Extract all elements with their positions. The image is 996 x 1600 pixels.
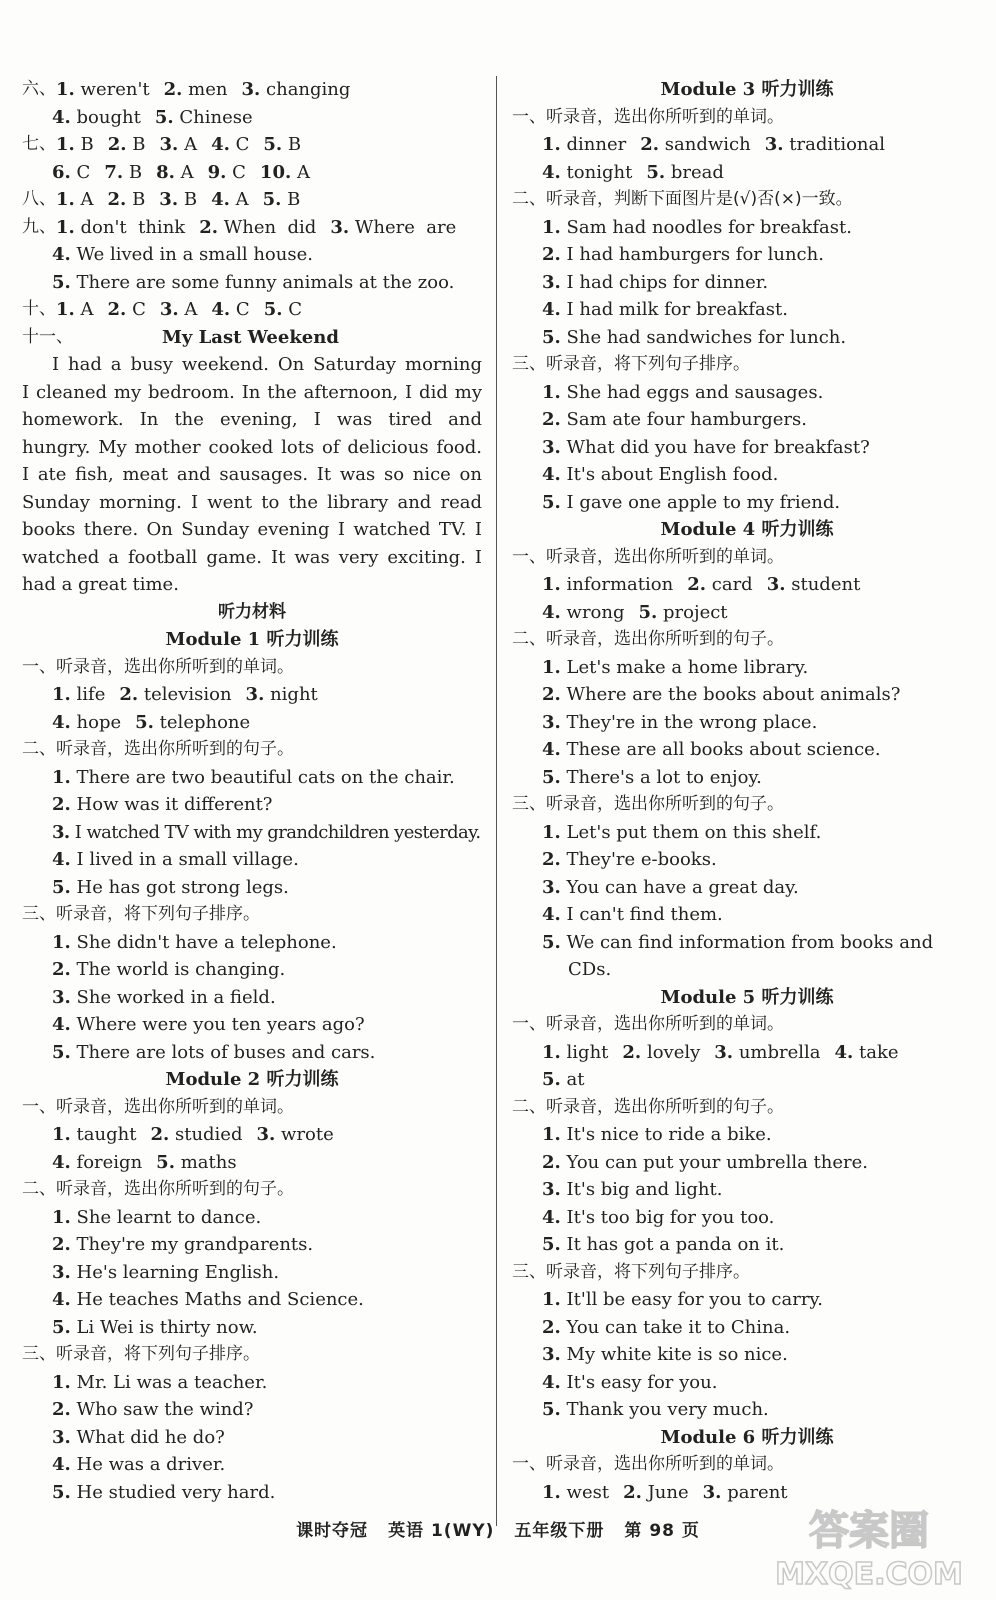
module-4-order-sentence: 3. You can have a great day. bbox=[542, 876, 799, 898]
module-5-section-1: 一、听录音，选出你所听到的单词。 bbox=[512, 1014, 784, 1034]
module-1-sentence: 2. How was it different? bbox=[52, 794, 273, 815]
module-1-order-sentence: 3. She worked in a field. bbox=[52, 986, 276, 1008]
section-9-line-2: 4. We lived in a small house. bbox=[52, 244, 313, 265]
module-3-sentence: 5. She had sandwiches for lunch. bbox=[542, 326, 847, 348]
section-9-line-1: 九、 1. don't think 2. When did 3. Where are bbox=[22, 216, 457, 238]
module-5-order-sentence: 5. Thank you very much. bbox=[542, 1399, 769, 1420]
module-1-order-sentence: 2. The world is changing. bbox=[52, 959, 286, 980]
module-2-order-sentence: 5. He studied very hard. bbox=[52, 1481, 276, 1503]
module-3-words-row-1: 1. dinner 2. sandwich 3. traditional bbox=[542, 134, 886, 155]
module-3-sentence: 4. I had milk for breakfast. bbox=[542, 299, 788, 320]
section-7-line-1: 七、 1. B 2. B 3. A 4. C 5. B bbox=[22, 134, 302, 155]
module-4-section-2: 二、听录音，选出你所听到的句子。 bbox=[512, 629, 784, 649]
module-5-order-sentence: 4. It's easy for you. bbox=[542, 1371, 718, 1393]
section-8-line: 八、 1. A 2. B 3. B 4. A 5. B bbox=[22, 189, 301, 210]
module-2-sentence: 3. He's learning English. bbox=[52, 1261, 280, 1283]
module-1-words-row-2: 4. hope 5. telephone bbox=[52, 711, 251, 733]
module-2-section-1: 一、听录音，选出你所听到的单词。 bbox=[22, 1096, 294, 1117]
module-1-section-1: 一、听录音，选出你所听到的单词。 bbox=[22, 656, 294, 677]
module-5-sentence: 1. It's nice to ride a bike. bbox=[542, 1124, 772, 1145]
module-3-order-sentence: 1. She had eggs and sausages. bbox=[542, 381, 824, 403]
module-4-order-sentence: 4. I can't find them. bbox=[542, 904, 723, 925]
module-4-sentence: 5. There's a lot to enjoy. bbox=[542, 766, 762, 788]
module-4-order-sentence-cont: CDs. bbox=[568, 959, 612, 980]
module-2-order-sentence: 4. He was a driver. bbox=[52, 1454, 226, 1475]
module-2-words-row-1: 1. taught 2. studied 3. wrote bbox=[52, 1124, 334, 1145]
module-1-sentence: 1. There are two beautiful cats on the chair. bbox=[52, 766, 455, 788]
essay-line: homework. In the evening, I was tired and bbox=[22, 409, 482, 430]
module-6-title: Module 6 听力训练 bbox=[660, 1426, 834, 1448]
module-4-section-1: 一、听录音，选出你所听到的单词。 bbox=[512, 546, 784, 567]
module-3-title: Module 3 听力训练 bbox=[660, 79, 834, 100]
module-1-title: Module 1 听力训练 bbox=[165, 629, 339, 650]
watermark-line-2: MXQE.COM bbox=[775, 1557, 963, 1592]
module-4-sentence: 2. Where are the books about animals? bbox=[542, 684, 901, 705]
module-3-words-row-2: 4. tonight 5. bread bbox=[542, 161, 724, 183]
section-7-line-2: 6. C 7. B 8. A 9. C 10. A bbox=[52, 161, 310, 183]
module-2-section-3: 三、听录音，将下列句子排序。 bbox=[22, 1344, 260, 1364]
module-5-words-row-2: 5. at bbox=[542, 1069, 585, 1090]
module-5-sentence: 2. You can put your umbrella there. bbox=[542, 1151, 868, 1173]
essay-line: hungry. My mother cooked lots of delicious food. bbox=[22, 436, 482, 458]
watermark-line-1: 答案圈 bbox=[809, 1508, 929, 1554]
module-1-order-sentence: 4. Where were you ten years ago? bbox=[52, 1014, 365, 1035]
module-5-order-sentence: 3. My white kite is so nice. bbox=[542, 1344, 788, 1365]
module-5-title: Module 5 听力训练 bbox=[660, 986, 834, 1008]
module-3-sentence: 2. I had hamburgers for lunch. bbox=[542, 244, 824, 265]
module-2-sentence: 1. She learnt to dance. bbox=[52, 1206, 262, 1228]
module-4-title: Module 4 听力训练 bbox=[660, 519, 834, 540]
module-2-words-row-2: 4. foreign 5. maths bbox=[52, 1151, 237, 1173]
module-4-words-row-2: 4. wrong 5. project bbox=[542, 601, 728, 623]
essay-line: books there. On Sunday evening I watched TV. I bbox=[22, 519, 482, 540]
essay-line: Sunday morning. I went to the library and read bbox=[22, 491, 482, 513]
footer-page-number: 第 98 页 bbox=[624, 1521, 700, 1541]
section-10-line: 十、 1. A 2. C 3. A 4. C 5. C bbox=[22, 299, 302, 320]
module-5-order-sentence: 2. You can take it to China. bbox=[542, 1316, 791, 1338]
module-5-sentence: 3. It's big and light. bbox=[542, 1179, 723, 1200]
module-6-words-row-1: 1. west 2. June 3. parent bbox=[542, 1481, 788, 1503]
footer-subject: 英语 1(WY) bbox=[388, 1521, 495, 1541]
module-4-sentence: 4. These are all books about science. bbox=[542, 739, 881, 760]
module-4-section-3: 三、听录音，选出你所听到的句子。 bbox=[512, 794, 784, 814]
module-1-words-row-1: 1. life 2. television 3. night bbox=[52, 684, 318, 705]
module-4-order-sentence: 5. We can find information from books and bbox=[542, 931, 934, 953]
module-5-section-3: 三、听录音，将下列句子排序。 bbox=[512, 1261, 750, 1282]
module-3-order-sentence: 5. I gave one apple to my friend. bbox=[542, 491, 841, 513]
module-1-sentence: 4. I lived in a small village. bbox=[52, 849, 299, 870]
module-1-sentence: 3. I watched TV with my grandchildren yesterday. bbox=[52, 821, 481, 843]
module-2-sentence: 2. They're my grandparents. bbox=[52, 1234, 314, 1255]
module-3-section-3: 三、听录音，将下列句子排序。 bbox=[512, 354, 750, 374]
module-4-order-sentence: 2. They're e-books. bbox=[542, 849, 717, 870]
module-5-sentence: 4. It's too big for you too. bbox=[542, 1206, 775, 1228]
module-3-order-sentence: 4. It's about English food. bbox=[542, 464, 779, 485]
essay-line: I ate fish, meat and sausages. It was so nice on bbox=[22, 464, 482, 485]
watermark-logo bbox=[764, 1496, 974, 1592]
module-1-sentence: 5. He has got strong legs. bbox=[52, 876, 289, 898]
module-5-words-row-1: 1. light 2. lovely 3. umbrella 4. take bbox=[542, 1041, 899, 1063]
module-2-sentence: 5. Li Wei is thirty now. bbox=[52, 1316, 258, 1338]
module-3-order-sentence: 2. Sam ate four hamburgers. bbox=[542, 409, 807, 430]
module-2-section-2: 二、听录音，选出你所听到的句子。 bbox=[22, 1179, 294, 1199]
section-9-line-3: 5. There are some funny animals at the zoo. bbox=[52, 271, 455, 293]
essay-line: watched a football game. It was very exciting. I bbox=[22, 546, 482, 568]
essay-line: I had a busy weekend. On Saturday morning bbox=[52, 354, 482, 375]
section-11-title: 十一、 My Last Weekend bbox=[22, 324, 482, 352]
section-6-line-1: 六、 1. weren't 2. men 3. changing bbox=[22, 79, 351, 100]
listening-title: 听力材料 bbox=[218, 601, 286, 622]
module-1-order-sentence: 1. She didn't have a telephone. bbox=[52, 931, 337, 953]
footer-brand: 课时夺冠 bbox=[296, 1521, 369, 1541]
essay-line: had a great time. bbox=[22, 574, 179, 595]
module-1-section-3: 三、听录音，将下列句子排序。 bbox=[22, 904, 260, 924]
module-3-sentence: 3. I had chips for dinner. bbox=[542, 271, 769, 293]
module-2-order-sentence: 3. What did he do? bbox=[52, 1426, 225, 1448]
module-5-section-2: 二、听录音，选出你所听到的句子。 bbox=[512, 1096, 784, 1117]
module-2-sentence: 4. He teaches Maths and Science. bbox=[52, 1289, 364, 1310]
left-column bbox=[22, 76, 482, 1506]
footer-grade: 五年级下册 bbox=[514, 1521, 605, 1541]
essay-title: My Last Weekend bbox=[162, 326, 339, 348]
section-6-line-2: 4. bought 5. Chinese bbox=[52, 106, 253, 128]
column-divider bbox=[496, 76, 497, 1526]
module-6-section-1: 一、听录音，选出你所听到的单词。 bbox=[512, 1454, 784, 1474]
module-3-sentence: 1. Sam had noodles for breakfast. bbox=[542, 216, 852, 238]
module-2-order-sentence: 1. Mr. Li was a teacher. bbox=[52, 1371, 268, 1393]
module-4-sentence: 1. Let's make a home library. bbox=[542, 656, 809, 678]
module-1-order-sentence: 5. There are lots of buses and cars. bbox=[52, 1041, 376, 1063]
essay-line: I cleaned my bedroom. In the afternoon, I did my bbox=[22, 381, 482, 403]
module-5-sentence: 5. It has got a panda on it. bbox=[542, 1234, 785, 1255]
module-4-sentence: 3. They're in the wrong place. bbox=[542, 711, 818, 733]
module-4-order-sentence: 1. Let's put them on this shelf. bbox=[542, 821, 822, 843]
module-3-section-1: 一、听录音，选出你所听到的单词。 bbox=[512, 106, 784, 127]
module-2-title: Module 2 听力训练 bbox=[165, 1069, 339, 1090]
module-3-section-2: 二、听录音，判断下面图片是(√)否(×)一致。 bbox=[512, 189, 853, 209]
module-4-words-row-1: 1. information 2. card 3. student bbox=[542, 574, 861, 595]
module-5-order-sentence: 1. It'll be easy for you to carry. bbox=[542, 1289, 823, 1310]
module-3-order-sentence: 3. What did you have for breakfast? bbox=[542, 436, 870, 458]
module-1-section-2: 二、听录音，选出你所听到的句子。 bbox=[22, 739, 294, 759]
module-2-order-sentence: 2. Who saw the wind? bbox=[52, 1399, 254, 1420]
right-column bbox=[512, 76, 982, 1506]
